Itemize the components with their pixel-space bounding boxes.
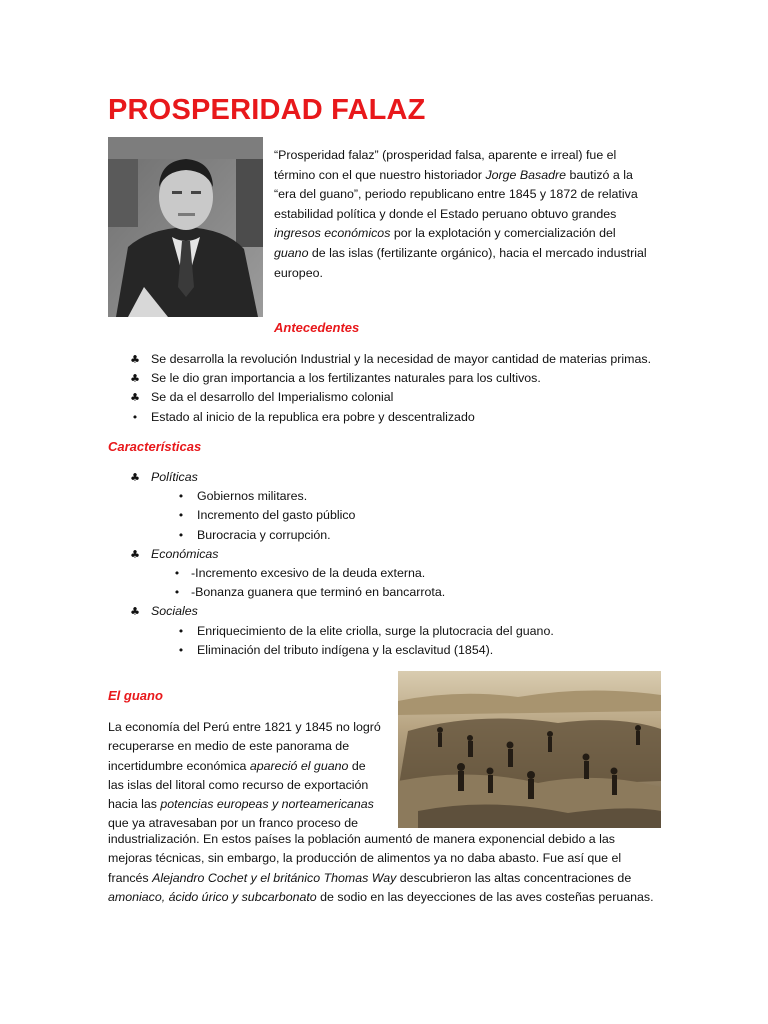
intro-paragraph: “Prosperidad falaz” (prosperidad falsa, aparente e irreal) fue el término con el que nuestro historiador Jorge Basadre bautizó a la “era del guano”, periodo republicano entre 1845 y 1872 de relativa estabilidad política y donde el Estado peruano obtuvo grandes ingresos económicos por la explotación y comercialización del guano de las islas (fertilizante orgánico), hacia el mercado industrial europeo. — [274, 148, 647, 280]
guano-workers-illustration — [398, 671, 661, 828]
antecedentes-heading: Antecedentes — [274, 320, 360, 335]
list-item: • Burocracia y corrupción. — [128, 526, 554, 545]
dot-bullet-icon: • — [131, 410, 139, 424]
guano-photo — [398, 671, 661, 828]
caracteristicas-list — [128, 468, 554, 660]
list-item: • Incremento del gasto público — [128, 506, 554, 525]
guano-paragraph-full: industrialización. En estos países la población aumentó de manera exponencial debido a las mejoras técnicas, sin embargo, la producción de alimentos ya no daba abasto. Fue así que el francés Alejandro Cochet y el británico Thomas Way descubrieron las altas concentraciones de amoniaco, ácido úrico y subcarbonato de sodio en las deyecciones de las aves costeñas peruanas. — [108, 832, 654, 904]
dot-bullet-icon: • — [177, 624, 185, 638]
category-economicas: ♣ Económicas — [128, 545, 554, 564]
list-item: • Estado al inicio de la republica era pobre y descentralizado — [128, 408, 651, 427]
portrait-illustration — [108, 137, 263, 317]
dot-bullet-icon: • — [177, 528, 185, 542]
guano-paragraph-left: La economía del Perú entre 1821 y 1845 no logró recuperarse en medio de este panorama de incertidumbre económica apareció el guano de las islas del litoral como recurso de exportación hacia las potencias europeas y norteamericanas que ya atravesaban por un franco proceso de — [108, 720, 381, 831]
dot-bullet-icon: • — [177, 490, 185, 504]
page-title: PROSPERIDAD FALAZ — [108, 94, 426, 126]
club-bullet-icon: ♣ — [130, 547, 140, 561]
list-item: • Gobiernos militares. — [128, 487, 554, 506]
dot-bullet-icon: • — [173, 567, 181, 581]
author-name: Jorge Basadre — [485, 167, 567, 182]
list-item: ♣ Se desarrolla la revolución Industrial y la necesidad de mayor cantidad de materias primas. — [128, 350, 651, 369]
category-politicas: ♣ Políticas — [128, 468, 554, 487]
club-bullet-icon: ♣ — [130, 372, 140, 386]
club-bullet-icon: ♣ — [130, 353, 140, 366]
guano-heading: El guano — [108, 688, 163, 703]
club-bullet-icon: ♣ — [130, 471, 140, 484]
category-sociales: ♣ Sociales — [128, 602, 554, 621]
dot-bullet-icon: • — [177, 643, 185, 657]
caracteristicas-heading: Características — [108, 439, 202, 454]
dot-bullet-icon: • — [173, 586, 181, 600]
list-item: • Eliminación del tributo indígena y la esclavitud (1854). — [128, 641, 554, 660]
portrait-photo — [108, 137, 263, 317]
antecedentes-list — [128, 350, 651, 427]
dot-bullet-icon: • — [177, 509, 185, 523]
list-item: • -Incremento excesivo de la deuda externa. — [128, 564, 554, 583]
club-bullet-icon: ♣ — [130, 605, 140, 619]
list-item: • Enriquecimiento de la elite criolla, surge la plutocracia del guano. — [128, 622, 554, 641]
list-item: ♣ Se da el desarrollo del Imperialismo colonial — [128, 388, 651, 407]
club-bullet-icon: ♣ — [130, 391, 140, 405]
list-item: ♣ Se le dio gran importancia a los fertilizantes naturales para los cultivos. — [128, 369, 651, 388]
list-item: • -Bonanza guanera que terminó en bancarrota. — [128, 583, 554, 602]
